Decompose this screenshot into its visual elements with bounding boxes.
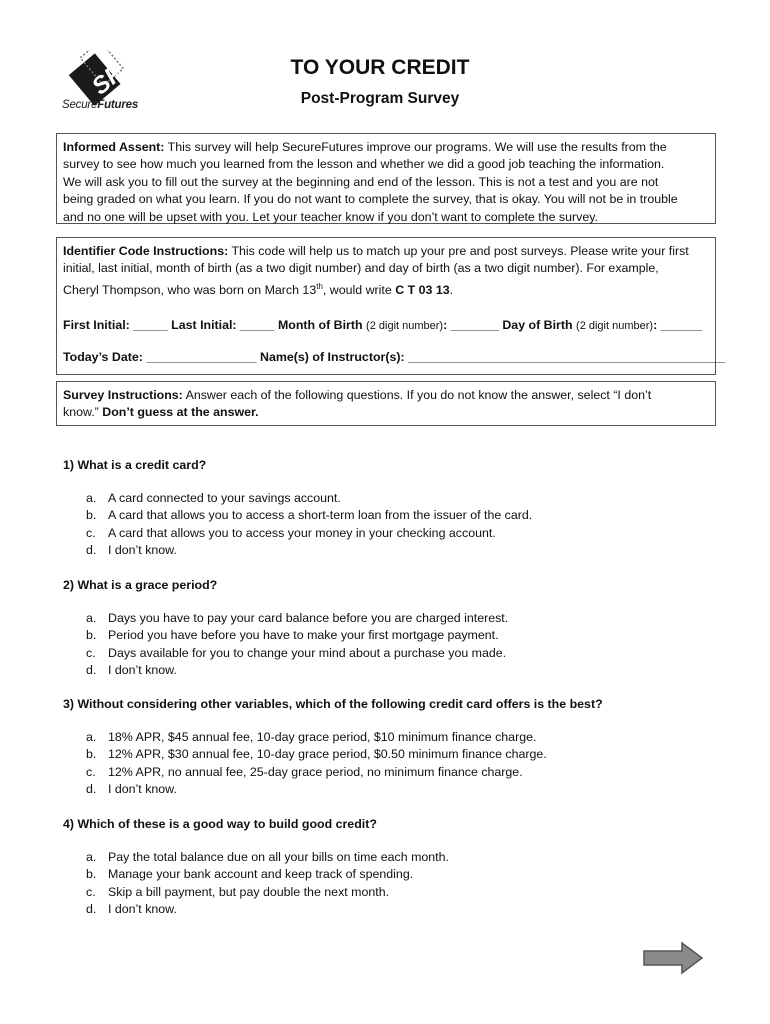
day-of-birth-field[interactable]: : ______ [653,318,702,333]
assent-text: and no one will be upset with you. Let your teacher know if you don’t want to complete the survey. [63,209,598,224]
option-text: I don’t know. [108,902,177,917]
assent-label: Informed Assent: [63,140,165,154]
assent-text: This survey will help SecureFutures improve our programs. We will use the results from the [167,140,667,154]
instructor-label: Name(s) of Instructor(s): [260,349,405,364]
superscript: th [316,281,323,291]
option-text: Manage your bank account and keep track of spending. [108,867,414,882]
option-text: A card that allows you to access a short-term loan from the issuer of the card. [108,508,533,523]
option-text: A card connected to your savings account. [108,491,341,505]
option-text: I don’t know. [108,663,177,678]
option-letter: b. [86,747,97,762]
month-note: (2 digit number) [366,320,444,333]
assent-text: We will ask you to fill out the survey at the beginning and end of the lesson. This is not a test and you are not [63,174,659,189]
option-4d[interactable] [86,901,449,918]
option-1c[interactable] [86,525,532,542]
instructor-field[interactable]: ______________________________________________ [408,349,726,364]
option-2b[interactable] [86,627,508,644]
option-letter: d. [86,782,97,797]
first-initial-label: First Initial: [63,318,130,333]
option-letter: a. [86,850,97,864]
question-4-options [86,849,449,919]
option-3c[interactable] [86,764,547,781]
todays-date-field[interactable]: ________________ [146,349,257,364]
option-1b[interactable] [86,507,532,524]
option-text: Days available for you to change your mind about a purchase you made. [108,645,507,660]
informed-assent-box [56,133,716,224]
month-of-birth-field[interactable]: : _______ [443,318,499,333]
option-4b[interactable] [86,866,449,883]
next-arrow-icon[interactable] [642,941,704,975]
option-text: 12% APR, no annual fee, 25-day grace period, no minimum finance charge. [108,764,523,779]
option-letter: c. [86,525,96,540]
day-of-birth-label: Day of Birth [502,318,573,333]
option-letter: d. [86,902,97,917]
option-letter: a. [86,730,97,744]
identifier-code-box [56,237,726,375]
last-initial-label: Last Initial: [171,318,237,333]
question-2: 2) What is a grace period? [63,578,218,592]
option-letter: a. [86,611,97,625]
option-letter: c. [86,884,96,899]
question-3-options [86,729,547,799]
period: . [449,282,454,297]
assent-text: being graded on what you learn. If you do not want to complete the survey, that is okay. You will not be in trouble [63,192,678,207]
question-4: 4) Which of these is a good way to build good credit? [63,817,377,831]
survey-warning: Don’t guess at the answer. [102,405,259,420]
month-of-birth-label: Month of Birth [277,318,363,333]
option-letter: d. [86,543,97,558]
last-initial-field[interactable]: _____ [240,318,275,333]
option-text: I don’t know. [108,782,177,797]
option-4c[interactable] [86,884,449,901]
option-2d[interactable] [86,662,508,679]
option-letter: a. [86,491,97,505]
logo-mark-letters: SF [86,59,128,101]
identifier-label: Identifier Code Instructions: [63,244,229,258]
option-text: Period you have before you have to make your first mortgage payment. [108,628,499,643]
survey-instructions-label: Survey Instructions: [63,388,183,402]
option-text: Pay the total balance due on all your bills on time each month. [108,850,449,864]
question-3: 3) Without considering other variables, which of the following credit card offers is the best? [63,697,603,711]
assent-text: survey to see how much you learned from the lesson and whether we did a good job teaching the information. [63,157,665,172]
option-1a[interactable] [86,490,532,507]
option-text: Skip a bill payment, but pay double the next month. [108,884,390,899]
identifier-text: initial, last initial, month of birth (as a two digit number) and day of birth (as a two digit number). For example, [63,261,659,276]
option-text: I don’t know. [108,543,177,558]
todays-date-label: Today’s Date: [63,349,143,364]
logo-wordmark: SecureFutures [62,99,139,111]
survey-instructions-text: Answer each of the following questions. If you do not know the answer, select “I don’t [185,388,652,402]
example-code: C T 03 13 [395,282,450,297]
option-2a[interactable] [86,610,508,627]
survey-instructions-text: know.” [63,405,99,420]
option-text: A card that allows you to access your money in your checking account. [108,525,496,540]
option-2c[interactable] [86,645,508,662]
option-text: 12% APR, $30 annual fee, 10-day grace period, $0.50 minimum finance charge. [108,747,547,762]
question-1: 1) What is a credit card? [63,458,207,472]
identifier-text: Cheryl Thompson, who was born on March 13 [63,282,317,297]
option-4a[interactable] [86,849,449,866]
page-subtitle: Post-Program Survey [300,90,460,107]
option-1d[interactable] [86,542,532,559]
option-letter: b. [86,867,97,882]
question-1-options [86,490,532,560]
option-3a[interactable] [86,729,547,746]
option-text: 18% APR, $45 annual fee, 10-day grace period, $10 minimum finance charge. [108,730,537,744]
survey-instructions-box [56,381,716,426]
option-letter: b. [86,508,97,523]
identifier-text: This code will help us to match up your pre and post surveys. Please write your first [231,244,689,258]
option-text: Days you have to pay your card balance before you are charged interest. [108,611,509,625]
first-initial-field[interactable]: _____ [133,318,168,333]
day-note: (2 digit number) [576,320,654,333]
option-letter: c. [86,645,96,660]
page-title: TO YOUR CREDIT [290,56,470,79]
identifier-text: , would write [322,282,396,297]
option-3d[interactable] [86,781,547,798]
option-letter: d. [86,663,97,678]
option-letter: b. [86,628,97,643]
question-2-options [86,610,508,680]
option-3b[interactable] [86,746,547,763]
option-letter: c. [86,764,96,779]
